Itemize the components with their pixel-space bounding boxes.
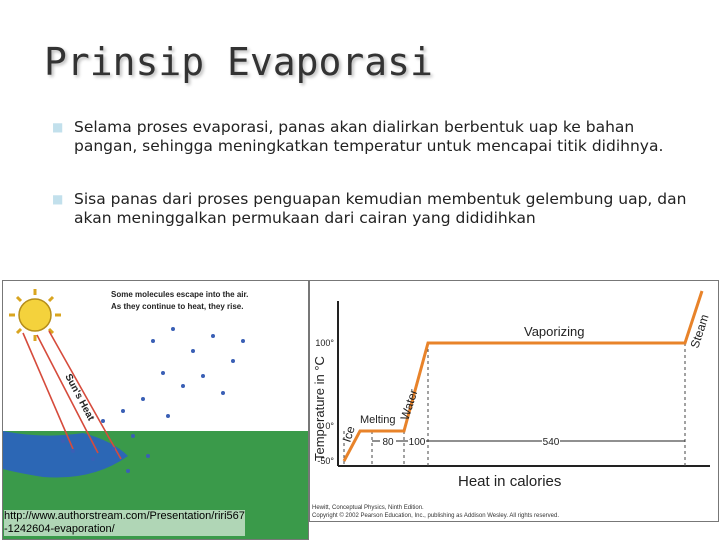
label-ice: Ice — [339, 424, 358, 444]
tick-label-100: 100° — [315, 338, 334, 348]
label-vaporizing: Vaporizing — [524, 324, 585, 339]
tick-label-minus-50: -50° — [317, 456, 334, 466]
heat-amount-540: 540 — [542, 437, 560, 448]
bullet-list — [52, 118, 692, 262]
square-bullet-icon: ■ — [52, 192, 64, 206]
credit-line-2: Copyright © 2002 Pearson Education, Inc., publishing as Addison Wesley. All rights reserved. — [312, 513, 560, 519]
label-melting: Melting — [360, 414, 396, 426]
bullet-text: Selama proses evaporasi, panas akan dialirkan berbentuk uap ke bahan pangan, sehingga meningkatkan temperatur untuk mencapai titik didihnya. — [74, 118, 664, 155]
credit-line-1: Hewitt, Conceptual Physics, Ninth Edition. — [312, 505, 424, 511]
evaporation-figure — [2, 280, 309, 540]
x-axis-label: Heat in calories — [458, 473, 562, 490]
sun-icon — [9, 289, 61, 341]
source-link-line-1[interactable]: http://www.authorstream.com/Presentation/riri567 — [4, 510, 245, 522]
bullet-text: Sisa panas dari proses penguapan kemudian membentuk gelembung uap, dan akan meninggalkan permukaan dari cairan yang dididihkan — [74, 190, 687, 227]
sun-heat-label: Sun's Heat — [62, 372, 97, 423]
caption-line-2: As they continue to heat, they rise. — [111, 302, 244, 311]
heat-amount-80: 80 — [382, 437, 394, 448]
slide-title: Prinsip Evaporasi — [44, 40, 433, 84]
square-bullet-icon: ■ — [52, 120, 64, 134]
tick-label-0: 0° — [325, 421, 334, 431]
y-axis-label: Temperature in °C — [312, 356, 327, 461]
heat-amount-100: 100 — [408, 437, 426, 448]
guide-lines — [344, 343, 685, 466]
label-water: Water — [397, 387, 421, 422]
heating-curve-figure — [309, 280, 719, 522]
figure-credit — [312, 504, 612, 520]
heating-curve-chart — [310, 281, 718, 521]
source-link[interactable] — [4, 510, 245, 536]
heating-curve-line — [344, 291, 702, 461]
label-steam: Steam — [687, 312, 712, 350]
bullet-item — [52, 118, 692, 156]
bullet-item — [52, 190, 692, 228]
evaporation-illustration — [3, 281, 308, 539]
source-link-line-2[interactable]: -1242604-evaporation/ — [4, 523, 115, 535]
caption-line-1: Some molecules escape into the air. — [111, 290, 249, 299]
